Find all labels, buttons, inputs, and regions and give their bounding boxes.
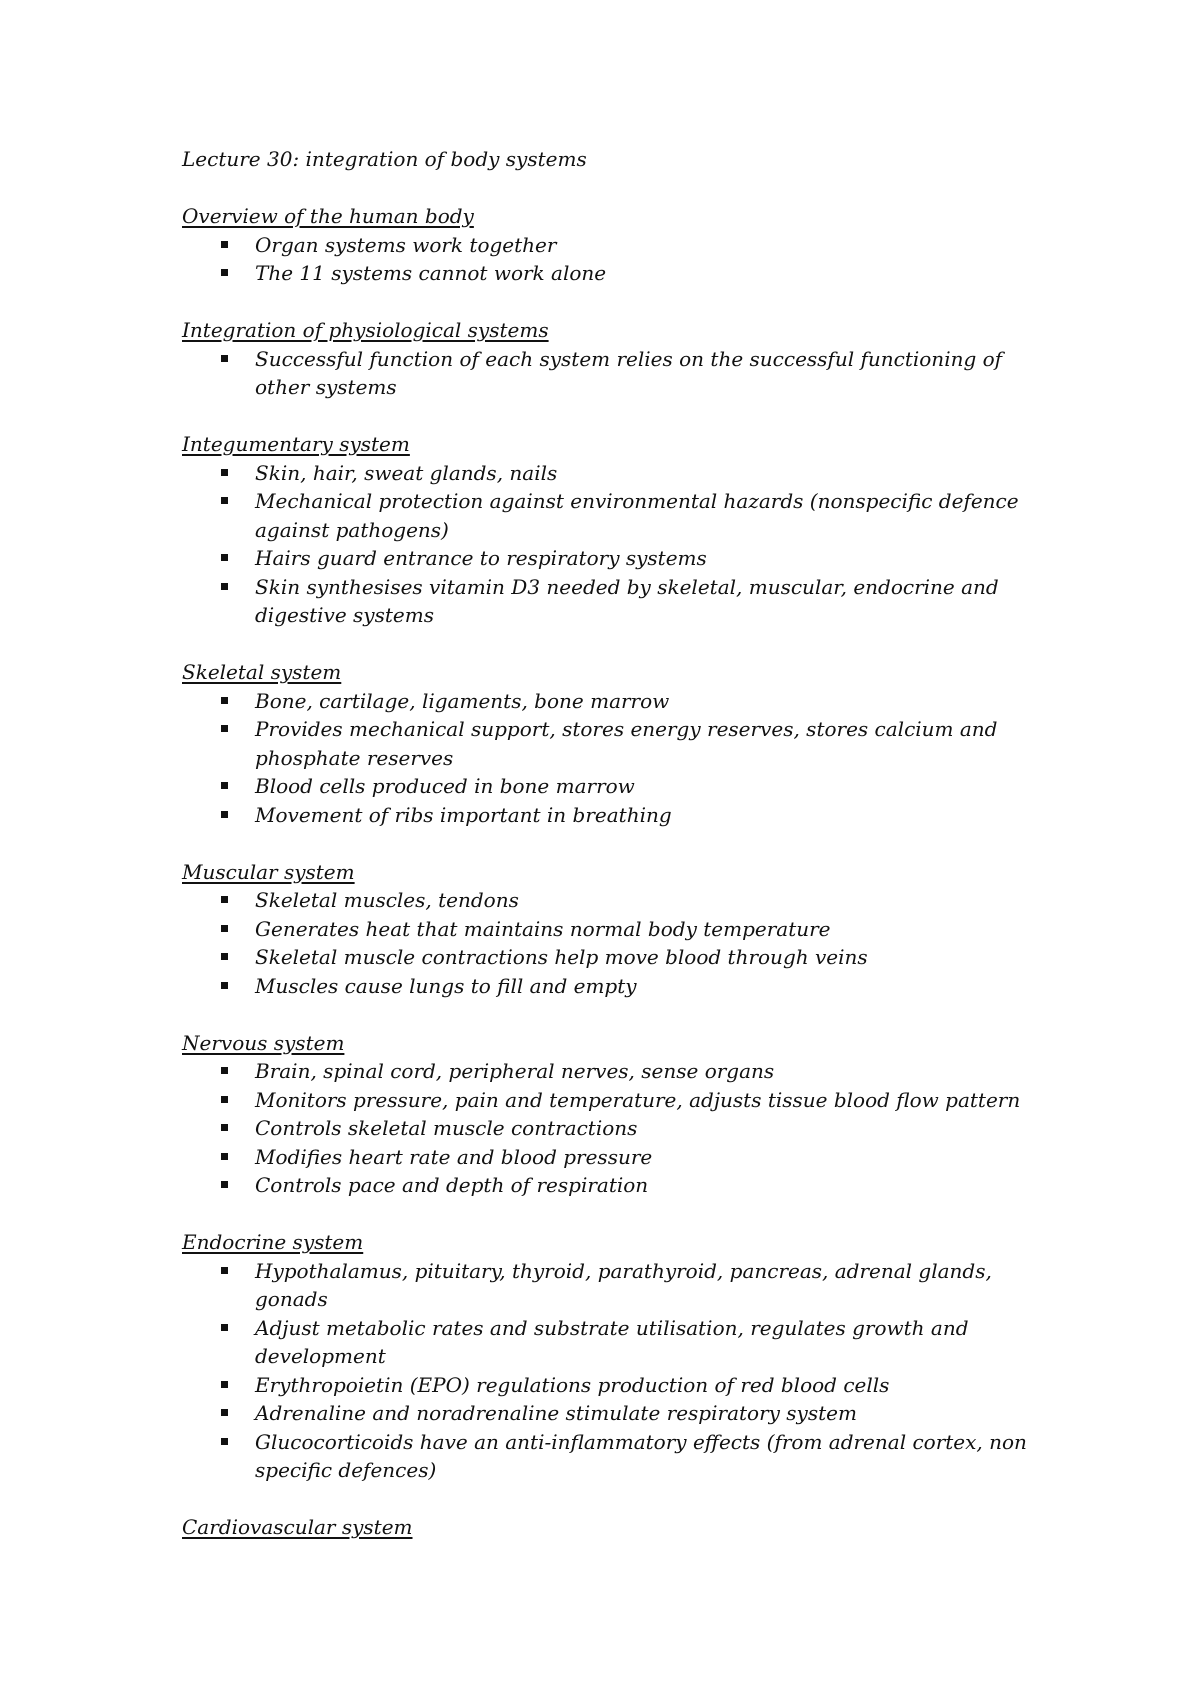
list-item <box>182 1114 1032 1143</box>
list-item-text: Hairs guard entrance to respiratory systems <box>255 546 707 570</box>
square-bullet-icon <box>221 953 228 960</box>
list-item <box>182 1143 1032 1172</box>
list-item-text: Mechanical protection against environmental hazards (nonspecific defence against pathogens) <box>255 489 1019 542</box>
section-heading: Skeletal system <box>182 660 342 684</box>
document-title: Lecture 30: integration of body systems <box>182 147 587 171</box>
list-item <box>182 1171 1032 1200</box>
list-item <box>182 801 1032 830</box>
list-item-text: Brain, spinal cord, peripheral nerves, sense organs <box>255 1059 775 1083</box>
section <box>182 1228 1032 1485</box>
square-bullet-icon <box>221 896 228 903</box>
square-bullet-icon <box>221 554 228 561</box>
list-item-text: Bone, cartilage, ligaments, bone marrow <box>255 688 670 713</box>
list-item <box>182 544 1032 573</box>
list-item <box>182 259 1032 288</box>
square-bullet-icon <box>221 1324 228 1331</box>
list-item-text: Muscles cause lungs to fill and empty <box>255 973 637 998</box>
bullet-list <box>182 886 1032 1000</box>
list-item-text: Skeletal muscles, tendons <box>255 888 519 912</box>
list-item-text: Skin, hair, sweat glands, nails <box>255 460 558 485</box>
square-bullet-icon <box>221 469 228 476</box>
section <box>182 1029 1032 1200</box>
square-bullet-icon <box>221 697 228 704</box>
section-heading: Muscular system <box>182 859 355 884</box>
square-bullet-icon <box>221 1096 228 1103</box>
list-item <box>182 573 1032 630</box>
section <box>182 1513 1032 1542</box>
square-bullet-icon <box>221 811 228 818</box>
list-item <box>182 1314 1032 1371</box>
list-item <box>182 1257 1032 1314</box>
list-item-text: The 11 systems cannot work alone <box>255 261 607 285</box>
list-item-text: Controls pace and depth of respiration <box>255 1173 649 1197</box>
square-bullet-icon <box>221 1181 228 1188</box>
list-item-text: Skin synthesises vitamin D3 needed by skeletal, muscular, endocrine and digestive systems <box>255 574 999 627</box>
document-body <box>182 145 1032 1570</box>
list-item-text: Glucocorticoids have an anti-inflammatory effects (from adrenal cortex, non specific defences) <box>255 1429 1027 1482</box>
list-item-text: Erythropoietin (EPO) regulations production of red blood cells <box>255 1372 890 1397</box>
square-bullet-icon <box>221 1124 228 1131</box>
bullet-list <box>182 459 1032 630</box>
square-bullet-icon <box>221 1267 228 1274</box>
section <box>182 202 1032 288</box>
section <box>182 658 1032 829</box>
list-item-text: Controls skeletal muscle contractions <box>255 1116 638 1140</box>
section-list <box>182 202 1032 1542</box>
list-item-text: Monitors pressure, pain and temperature, adjusts tissue blood flow pattern <box>255 1087 1021 1112</box>
bullet-list <box>182 231 1032 288</box>
list-item-text: Modifies heart rate and blood pressure <box>255 1144 653 1169</box>
list-item <box>182 1057 1032 1086</box>
section-heading: Endocrine system <box>182 1230 364 1254</box>
square-bullet-icon <box>221 1409 228 1416</box>
square-bullet-icon <box>221 925 228 932</box>
bullet-list <box>182 1057 1032 1200</box>
list-item-text: Blood cells produced in bone marrow <box>255 774 635 798</box>
square-bullet-icon <box>221 782 228 789</box>
square-bullet-icon <box>221 355 228 362</box>
section-heading: Integration of physiological systems <box>182 318 549 342</box>
list-item <box>182 943 1032 972</box>
list-item-text: Adjust metabolic rates and substrate utilisation, regulates growth and development <box>255 1315 969 1368</box>
square-bullet-icon <box>221 1438 228 1445</box>
list-item <box>182 487 1032 544</box>
square-bullet-icon <box>221 725 228 732</box>
square-bullet-icon <box>221 1153 228 1160</box>
list-item <box>182 687 1032 716</box>
list-item <box>182 886 1032 915</box>
list-item <box>182 1399 1032 1428</box>
bullet-list <box>182 1257 1032 1485</box>
list-item-text: Skeletal muscle contractions help move blood through veins <box>255 945 868 969</box>
section-heading: Integumentary system <box>182 432 410 456</box>
square-bullet-icon <box>221 1067 228 1074</box>
list-item-text: Movement of ribs important in breathing <box>255 802 672 827</box>
list-item-text: Adrenaline and noradrenaline stimulate respiratory system <box>255 1401 857 1425</box>
list-item <box>182 915 1032 944</box>
list-item-text: Hypothalamus, pituitary, thyroid, parathyroid, pancreas, adrenal glands, gonads <box>255 1258 992 1311</box>
list-item <box>182 972 1032 1001</box>
list-item-text: Generates heat that maintains normal body temperature <box>255 916 831 941</box>
list-item-text: Organ systems work together <box>255 232 557 257</box>
section-heading: Nervous system <box>182 1030 345 1055</box>
square-bullet-icon <box>221 982 228 989</box>
bullet-list <box>182 345 1032 402</box>
list-item <box>182 345 1032 402</box>
square-bullet-icon <box>221 269 228 276</box>
list-item <box>182 715 1032 772</box>
section-heading: Cardiovascular system <box>182 1515 413 1539</box>
square-bullet-icon <box>221 241 228 248</box>
list-item <box>182 1371 1032 1400</box>
bullet-list <box>182 687 1032 830</box>
list-item <box>182 1428 1032 1485</box>
list-item <box>182 1086 1032 1115</box>
list-item <box>182 231 1032 260</box>
section <box>182 858 1032 1001</box>
section <box>182 316 1032 402</box>
list-item <box>182 772 1032 801</box>
square-bullet-icon <box>221 583 228 590</box>
square-bullet-icon <box>221 1381 228 1388</box>
list-item-text: Successful function of each system relies on the successful functioning of other systems <box>255 346 1003 399</box>
section-heading: Overview of the human body <box>182 204 474 228</box>
section <box>182 430 1032 630</box>
list-item <box>182 459 1032 488</box>
square-bullet-icon <box>221 497 228 504</box>
list-item-text: Provides mechanical support, stores energy reserves, stores calcium and phosphate reserves <box>255 717 998 770</box>
